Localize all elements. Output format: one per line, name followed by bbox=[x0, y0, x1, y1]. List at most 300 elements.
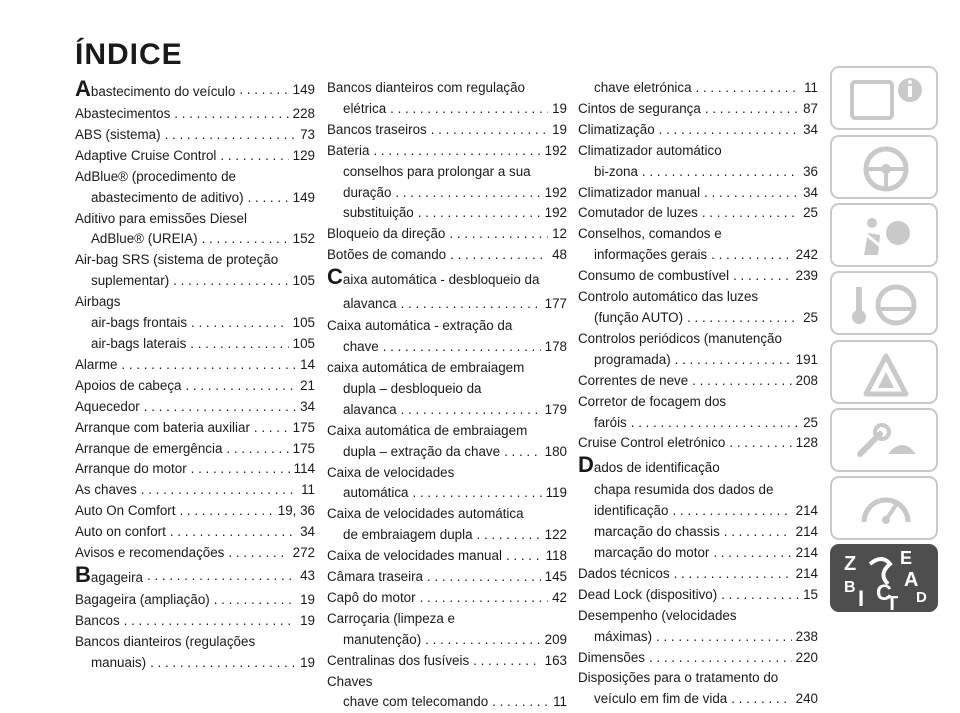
index-letter: B bbox=[844, 579, 856, 596]
entry-heading: Controlos periódicos (manutenção bbox=[578, 330, 782, 346]
index-entry[interactable] bbox=[578, 141, 818, 183]
entry-row bbox=[578, 308, 818, 329]
entry-text: suplementar) bbox=[91, 273, 170, 289]
page-number[interactable]: 178 bbox=[544, 339, 567, 355]
index-letter: Z bbox=[844, 553, 857, 575]
index-entry[interactable] bbox=[75, 125, 315, 146]
index-entry[interactable] bbox=[75, 334, 315, 355]
index-entry[interactable] bbox=[75, 104, 315, 125]
index-entry[interactable] bbox=[75, 397, 315, 418]
page-number[interactable]: 19, 36 bbox=[277, 503, 315, 519]
entry-text: Climatizador manual bbox=[578, 184, 701, 200]
entry-row bbox=[75, 397, 315, 418]
entry-row bbox=[75, 653, 315, 674]
entry-row bbox=[75, 418, 315, 439]
index-entry[interactable] bbox=[578, 203, 818, 224]
page-number[interactable]: 42 bbox=[552, 589, 567, 605]
index-entry[interactable] bbox=[75, 590, 315, 611]
index-entry[interactable] bbox=[578, 266, 818, 287]
index-entry[interactable] bbox=[578, 564, 818, 585]
leader-dots bbox=[191, 313, 289, 334]
page-number[interactable]: 214 bbox=[795, 524, 818, 540]
index-entry[interactable] bbox=[75, 561, 315, 590]
page-number[interactable]: 25 bbox=[803, 414, 818, 430]
entry-row bbox=[578, 543, 818, 564]
page-number[interactable]: 105 bbox=[292, 335, 315, 351]
entry-text: Arranque de emergência bbox=[75, 440, 223, 456]
entry-row bbox=[327, 224, 567, 245]
index-entry[interactable] bbox=[578, 224, 818, 266]
entry-row bbox=[75, 590, 315, 611]
page-number[interactable]: 119 bbox=[545, 485, 567, 501]
page-number[interactable]: 25 bbox=[803, 205, 818, 221]
entry-text: Bateria bbox=[327, 142, 370, 158]
page-number[interactable]: 145 bbox=[544, 569, 567, 585]
entry-row bbox=[578, 371, 818, 392]
leader-dots bbox=[174, 104, 288, 125]
entry-text: duração bbox=[343, 184, 392, 200]
leader-dots bbox=[248, 188, 289, 209]
index-entry[interactable] bbox=[578, 522, 818, 543]
index-entry[interactable] bbox=[578, 371, 818, 392]
tab-dashboard[interactable] bbox=[830, 135, 938, 199]
tab-emergency[interactable] bbox=[830, 340, 938, 404]
index-entry[interactable] bbox=[327, 567, 567, 588]
entry-row bbox=[578, 501, 818, 522]
entry-text: máximas) bbox=[594, 628, 653, 644]
wrench-car-icon bbox=[832, 410, 940, 474]
entry-heading: conselhos para prolongar a sua bbox=[343, 163, 531, 179]
leader-dots bbox=[711, 245, 792, 266]
index-entry[interactable] bbox=[75, 355, 315, 376]
index-entry[interactable] bbox=[75, 418, 315, 439]
page-number[interactable]: 272 bbox=[292, 545, 315, 561]
index-entry[interactable] bbox=[327, 141, 567, 162]
entry-row bbox=[578, 78, 818, 99]
index-entry[interactable] bbox=[75, 167, 315, 209]
entry-row bbox=[578, 162, 818, 183]
entry-initial: D bbox=[578, 452, 594, 478]
entry-row bbox=[75, 125, 315, 146]
entry-heading: Chaves bbox=[327, 673, 373, 689]
leader-dots bbox=[147, 564, 296, 590]
entry-row bbox=[327, 651, 567, 672]
entry-row bbox=[75, 104, 315, 125]
index-letter: E bbox=[900, 548, 913, 568]
entry-text: Caixa de velocidades manual bbox=[327, 548, 502, 564]
page-number[interactable]: 36 bbox=[803, 163, 818, 179]
index-entry[interactable] bbox=[75, 292, 315, 313]
page-number[interactable]: 214 bbox=[795, 503, 818, 519]
leader-dots bbox=[672, 501, 791, 522]
entry-row bbox=[578, 266, 818, 287]
leader-dots bbox=[173, 271, 289, 292]
index-entry[interactable] bbox=[578, 585, 818, 606]
entry-heading: Caixa de velocidades automática bbox=[327, 506, 524, 522]
index-entry[interactable] bbox=[75, 459, 315, 480]
page-number[interactable]: 122 bbox=[544, 527, 567, 543]
entry-text: substituição bbox=[343, 205, 414, 221]
leader-dots bbox=[226, 439, 288, 460]
index-entry[interactable] bbox=[75, 313, 315, 334]
index-entry[interactable] bbox=[327, 358, 567, 421]
entry-row bbox=[75, 522, 315, 543]
entry-text: chave bbox=[343, 339, 379, 355]
tab-safety[interactable] bbox=[830, 203, 938, 267]
entry-text: air-bags frontais bbox=[91, 315, 188, 331]
entry-heading: caixa automática de embraiagem bbox=[327, 359, 525, 375]
leader-dots bbox=[631, 413, 799, 434]
entry-row bbox=[75, 334, 315, 355]
leader-dots bbox=[165, 125, 297, 146]
index-entry[interactable] bbox=[75, 209, 315, 251]
entry-text: automática bbox=[343, 485, 409, 501]
leader-dots bbox=[724, 522, 792, 543]
entry-text: Bancos bbox=[75, 612, 120, 628]
index-entry[interactable] bbox=[75, 543, 315, 564]
index-entry[interactable] bbox=[327, 78, 567, 120]
leader-dots bbox=[687, 308, 799, 329]
page-number[interactable]: 239 bbox=[795, 268, 818, 284]
entry-heading bbox=[327, 266, 567, 292]
index-entry[interactable] bbox=[75, 480, 315, 501]
page-number[interactable]: 180 bbox=[544, 443, 567, 459]
leader-dots bbox=[170, 522, 296, 543]
entry-row bbox=[578, 585, 818, 606]
entry-row bbox=[578, 203, 818, 224]
page-number[interactable]: 220 bbox=[795, 649, 818, 665]
entry-text: de embraiagem dupla bbox=[343, 527, 473, 543]
page-number[interactable]: 19 bbox=[552, 100, 567, 116]
entry-text: manutenção) bbox=[343, 631, 422, 647]
entry-row bbox=[327, 183, 567, 204]
entry-row bbox=[327, 120, 567, 141]
entry-heading: Controlo automático das luzes bbox=[578, 289, 759, 305]
index-entry[interactable] bbox=[327, 588, 567, 609]
entry-text: Centralinas dos fusíveis bbox=[327, 652, 470, 668]
entry-heading: Caixa automática de embraiagem bbox=[327, 422, 528, 438]
entry-text: Apoios de cabeça bbox=[75, 377, 182, 393]
leader-dots bbox=[674, 564, 792, 585]
index-entry[interactable] bbox=[75, 250, 315, 292]
index-entry[interactable] bbox=[75, 611, 315, 632]
tab-info[interactable] bbox=[830, 66, 938, 130]
index-entry[interactable] bbox=[327, 120, 567, 141]
entry-heading: Corretor de focagem dos bbox=[578, 393, 727, 409]
page-number[interactable]: 19 bbox=[300, 612, 315, 628]
index-letter: D bbox=[916, 589, 927, 606]
page-number[interactable]: 25 bbox=[803, 309, 818, 325]
page-number[interactable]: 34 bbox=[300, 524, 315, 540]
tab-technical[interactable] bbox=[830, 476, 938, 540]
index-letters-icon bbox=[830, 544, 938, 612]
entry-text: Climatização bbox=[578, 121, 655, 137]
entry-row bbox=[578, 183, 818, 204]
leader-dots bbox=[413, 483, 542, 504]
index-entry[interactable] bbox=[578, 480, 818, 522]
leader-dots bbox=[506, 546, 542, 567]
entry-row bbox=[327, 292, 567, 316]
leader-dots bbox=[190, 334, 288, 355]
leader-dots bbox=[425, 630, 540, 651]
leader-dots bbox=[704, 183, 799, 204]
page-number[interactable]: 191 bbox=[795, 351, 818, 367]
index-entry[interactable] bbox=[327, 316, 567, 358]
entry-row bbox=[578, 245, 818, 266]
entry-text bbox=[75, 78, 235, 104]
entry-heading: Disposições para o tratamento do bbox=[578, 670, 779, 686]
entry-row bbox=[75, 271, 315, 292]
entry-text: veículo em fim de vida bbox=[594, 691, 728, 707]
page-number[interactable]: 175 bbox=[292, 419, 315, 435]
index-entry[interactable] bbox=[75, 146, 315, 167]
index-entry[interactable] bbox=[578, 454, 818, 480]
entry-heading: Bancos dianteiros com regulação bbox=[327, 80, 525, 95]
leader-dots bbox=[427, 567, 541, 588]
entry-text: alavanca bbox=[343, 401, 397, 417]
entry-text: air-bags laterais bbox=[91, 335, 187, 351]
page-number[interactable]: 105 bbox=[292, 273, 315, 289]
page-number[interactable]: 240 bbox=[795, 691, 818, 707]
index-entry[interactable] bbox=[75, 632, 315, 674]
tab-index[interactable] bbox=[830, 544, 938, 612]
index-entry[interactable] bbox=[327, 245, 567, 266]
index-entry[interactable] bbox=[327, 672, 567, 693]
leader-dots bbox=[642, 162, 799, 183]
entry-row bbox=[75, 313, 315, 334]
index-entry[interactable] bbox=[327, 546, 567, 567]
index-letter: C bbox=[876, 580, 892, 605]
leader-dots bbox=[141, 480, 297, 501]
index-entry[interactable] bbox=[75, 522, 315, 543]
entry-text: (função AUTO) bbox=[594, 309, 684, 325]
page-number[interactable]: 73 bbox=[300, 126, 315, 142]
index-entry[interactable] bbox=[578, 433, 818, 454]
leader-dots bbox=[418, 203, 541, 224]
page-number[interactable]: 87 bbox=[803, 100, 818, 116]
entry-text: Avisos e recomendações bbox=[75, 545, 225, 561]
leader-dots bbox=[449, 224, 548, 245]
index-entry[interactable] bbox=[578, 183, 818, 204]
entry-row bbox=[327, 203, 567, 224]
page-number[interactable]: 11 bbox=[301, 482, 315, 498]
entry-row bbox=[327, 400, 567, 421]
page-number[interactable]: 48 bbox=[552, 247, 567, 263]
index-entry[interactable] bbox=[327, 504, 567, 546]
page-number[interactable]: 15 bbox=[803, 586, 818, 602]
entry-row bbox=[578, 350, 818, 371]
leader-dots bbox=[383, 337, 541, 358]
page-number[interactable]: 228 bbox=[292, 106, 315, 121]
leader-dots bbox=[214, 590, 296, 611]
index-entry[interactable] bbox=[75, 78, 315, 104]
page-number[interactable]: 19 bbox=[552, 121, 567, 137]
index-entry[interactable] bbox=[75, 376, 315, 397]
index-column-2 bbox=[327, 78, 567, 713]
index-entry[interactable] bbox=[75, 501, 315, 522]
ignition-steering-icon bbox=[832, 273, 940, 337]
leader-dots bbox=[220, 146, 288, 167]
page-number[interactable]: 34 bbox=[300, 398, 315, 414]
leader-dots bbox=[733, 266, 792, 287]
entry-row bbox=[327, 588, 567, 609]
index-entry[interactable] bbox=[578, 668, 818, 710]
page-title: ÍNDICE bbox=[75, 38, 183, 71]
entry-heading: Conselhos, comandos e bbox=[578, 226, 722, 242]
leader-dots bbox=[144, 397, 296, 418]
index-entry[interactable] bbox=[578, 543, 818, 564]
page-number[interactable]: 19 bbox=[300, 591, 315, 607]
page-number[interactable]: 179 bbox=[544, 401, 567, 417]
index-entry[interactable] bbox=[75, 439, 315, 460]
entry-row bbox=[327, 245, 567, 266]
entry-text: Dimensões bbox=[578, 649, 645, 665]
page-number[interactable]: 175 bbox=[292, 440, 315, 456]
page-number[interactable]: 34 bbox=[803, 121, 818, 137]
entry-text: programada) bbox=[594, 351, 671, 367]
entry-row bbox=[578, 120, 818, 141]
entry-row bbox=[578, 627, 818, 648]
entry-row bbox=[327, 630, 567, 651]
leader-dots bbox=[254, 418, 289, 439]
index-entry[interactable] bbox=[578, 99, 818, 120]
page-number[interactable]: 192 bbox=[544, 205, 567, 221]
entry-text: Dead Lock (dispositivo) bbox=[578, 586, 718, 602]
entry-heading-rest: agageira bbox=[90, 569, 144, 585]
entry-text: Bloqueio da direção bbox=[327, 226, 446, 242]
index-entry[interactable] bbox=[327, 609, 567, 651]
leader-dots bbox=[401, 400, 541, 421]
page-number[interactable]: 163 bbox=[544, 652, 567, 668]
entry-row bbox=[75, 480, 315, 501]
leader-dots bbox=[228, 543, 288, 564]
leader-dots bbox=[504, 442, 541, 463]
leader-dots bbox=[390, 99, 548, 120]
entry-row bbox=[327, 525, 567, 546]
entry-row bbox=[578, 433, 818, 454]
entry-text: bi-zona bbox=[594, 163, 638, 179]
info-icon bbox=[832, 68, 940, 132]
leader-dots bbox=[395, 183, 540, 204]
entry-heading: Airbags bbox=[75, 294, 121, 310]
page-number[interactable]: 177 bbox=[544, 296, 567, 312]
entry-text: Bancos traseiros bbox=[327, 121, 427, 137]
airbag-safety-icon bbox=[832, 205, 940, 269]
entry-row bbox=[578, 564, 818, 585]
page-number[interactable]: 21 bbox=[300, 377, 315, 393]
entry-text: chave eletrónica bbox=[594, 80, 692, 95]
index-entry[interactable] bbox=[578, 648, 818, 669]
entry-text: marcação do motor bbox=[594, 545, 710, 561]
page-number[interactable]: 192 bbox=[544, 184, 567, 200]
entry-text: Dados técnicos bbox=[578, 565, 670, 581]
index-entry[interactable] bbox=[327, 162, 567, 204]
leader-dots bbox=[124, 611, 296, 632]
page-number[interactable]: 152 bbox=[292, 231, 315, 247]
entry-text: faróis bbox=[594, 414, 627, 430]
leader-dots bbox=[431, 120, 548, 141]
entry-text: Câmara traseira bbox=[327, 569, 423, 585]
entry-row bbox=[75, 501, 315, 522]
entry-text: Abastecimentos bbox=[75, 106, 171, 121]
entry-text: Consumo de combustível bbox=[578, 268, 730, 284]
page-number[interactable]: 105 bbox=[292, 315, 315, 331]
entry-text: Botões de comando bbox=[327, 247, 447, 263]
entry-text: chave com telecomando bbox=[343, 694, 489, 710]
leader-dots bbox=[150, 653, 296, 674]
page-number[interactable]: 43 bbox=[300, 567, 315, 583]
index-letter: T bbox=[886, 593, 899, 612]
index-entry[interactable] bbox=[327, 651, 567, 672]
index-entry[interactable] bbox=[578, 78, 818, 99]
index-entry[interactable] bbox=[578, 329, 818, 371]
leader-dots bbox=[420, 588, 549, 609]
page-number[interactable]: 192 bbox=[544, 142, 567, 158]
page-number[interactable]: 214 bbox=[795, 545, 818, 561]
index-entry[interactable] bbox=[327, 203, 567, 224]
entry-text: Arranque do motor bbox=[75, 461, 187, 477]
index-entry[interactable] bbox=[578, 606, 818, 648]
page-number[interactable]: 118 bbox=[545, 548, 567, 564]
leader-dots bbox=[713, 543, 791, 564]
entry-row bbox=[75, 543, 315, 564]
index-entry[interactable] bbox=[578, 287, 818, 329]
index-entry[interactable] bbox=[578, 392, 818, 434]
index-entry[interactable] bbox=[327, 266, 567, 316]
page-number[interactable]: 114 bbox=[293, 461, 315, 477]
page-number[interactable]: 34 bbox=[803, 184, 818, 200]
entry-initial: B bbox=[75, 561, 91, 587]
page-number[interactable]: 19 bbox=[300, 654, 315, 670]
entry-text: dupla – extração da chave bbox=[343, 443, 501, 459]
leader-dots bbox=[373, 141, 540, 162]
index-entry[interactable] bbox=[327, 463, 567, 505]
page-number[interactable]: 209 bbox=[544, 631, 567, 647]
index-entry[interactable] bbox=[327, 421, 567, 463]
page-number[interactable]: 129 bbox=[292, 147, 315, 163]
entry-text: identificação bbox=[594, 503, 669, 519]
page-number[interactable]: 242 bbox=[795, 247, 818, 263]
entry-text: Cruise Control eletrónico bbox=[578, 435, 726, 451]
index-entry[interactable] bbox=[327, 692, 567, 713]
page-number[interactable]: 14 bbox=[300, 356, 315, 372]
entry-initial: A bbox=[75, 76, 91, 101]
entry-row bbox=[578, 689, 818, 710]
page-number[interactable]: 208 bbox=[795, 372, 818, 388]
entry-row bbox=[75, 439, 315, 460]
page-number[interactable]: 238 bbox=[795, 628, 818, 644]
page-number[interactable]: 149 bbox=[292, 189, 315, 205]
entry-row bbox=[327, 337, 567, 358]
tab-starting[interactable] bbox=[830, 271, 938, 335]
index-entry[interactable] bbox=[327, 224, 567, 245]
page-number[interactable]: 11 bbox=[553, 694, 567, 710]
entry-row bbox=[75, 229, 315, 250]
entry-heading-rest: aixa automática - desbloqueio da bbox=[342, 272, 540, 288]
tab-maintenance[interactable] bbox=[830, 408, 938, 472]
leader-dots bbox=[656, 627, 792, 648]
leader-dots bbox=[705, 99, 799, 120]
index-entry[interactable] bbox=[578, 120, 818, 141]
entry-text: informações gerais bbox=[594, 247, 708, 263]
page-number[interactable]: 128 bbox=[795, 435, 818, 451]
page-number[interactable]: 214 bbox=[795, 565, 818, 581]
page-number[interactable]: 149 bbox=[292, 82, 315, 97]
entry-row bbox=[327, 692, 567, 713]
page-number[interactable]: 11 bbox=[804, 80, 818, 95]
entry-row bbox=[327, 567, 567, 588]
page-number[interactable]: 12 bbox=[552, 226, 567, 242]
